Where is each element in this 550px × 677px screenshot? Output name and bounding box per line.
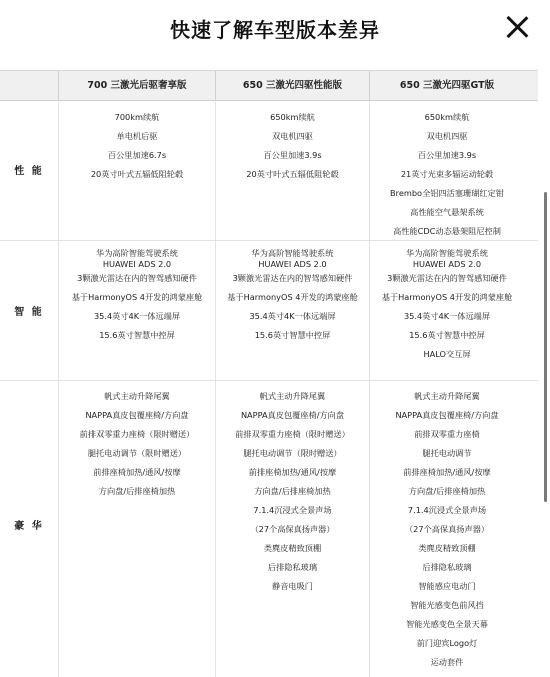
- feature-item: 21英寸光束多辐运动轮毂: [400, 169, 494, 179]
- feature-item: 帆式主动升降尾翼: [259, 391, 326, 401]
- column-700-rwd-luxury: [58, 241, 215, 380]
- feature-item: 运动套件: [430, 657, 464, 667]
- feature-item: 静音电吸门: [272, 581, 313, 591]
- table-header-row: [0, 71, 538, 101]
- feature-item: 后排隐私玻璃: [422, 562, 472, 572]
- header-700-rwd-luxury: 700 三激光后驱奢享版: [58, 71, 215, 101]
- column-650-awd-performance: [215, 241, 369, 380]
- feature-item: 20英寸叶式五辐低阻轮毂: [90, 169, 184, 179]
- feature-item: 前排座椅加热/通风/按摩: [248, 467, 337, 477]
- section-luxury: [0, 381, 538, 677]
- feature-item: 帆式主动升降尾翼: [104, 391, 170, 401]
- feature-item: 7.1.4沉浸式全景声场: [407, 505, 487, 515]
- feature-item: 腿托电动调节（限时赠送）: [87, 448, 187, 458]
- feature-item: 35.4英寸4K一体远端屏: [403, 311, 491, 321]
- section-intelligence: [0, 241, 538, 381]
- feature-item: 3颗激光雷达在内的智驾感知硬件: [77, 273, 197, 283]
- feature-item: 智能光感变色前风挡: [410, 600, 484, 610]
- feature-item: 650km续航: [270, 112, 315, 122]
- feature-item: 基于HarmonyOS 4开发的鸿蒙座舱: [227, 292, 358, 302]
- feature-item: 百公里加速3.9s: [417, 150, 477, 160]
- feature-item: 前排双零重力座椅（限时赠送）: [235, 429, 350, 439]
- feature-item: 类麂皮精致顶棚: [263, 543, 322, 553]
- feature-item: 前排双零重力座椅（限时赠送）: [79, 429, 195, 439]
- feature-item: 前排双零重力座椅: [414, 429, 480, 439]
- column-700-rwd-luxury: [58, 381, 215, 677]
- feature-item: NAPPA真皮包覆座椅/方向盘: [240, 410, 345, 420]
- column-650-awd-gt: [369, 241, 524, 380]
- feature-item: 智能光感变色全景天幕: [406, 619, 488, 629]
- column-650-awd-performance: [215, 102, 369, 240]
- column-700-rwd-luxury: [58, 102, 215, 240]
- column-650-awd-gt: [369, 102, 524, 240]
- feature-item: HALO交互屏: [423, 349, 471, 359]
- feature-item: 后排隐私玻璃: [267, 562, 318, 572]
- feature-item: NAPPA真皮包覆座椅/方向盘: [85, 410, 189, 420]
- feature-item: 方向盘/后排座椅加热: [98, 486, 176, 496]
- feature-item: 前门迎宾Logo灯: [416, 638, 478, 648]
- header-650-awd-gt: 650 三激光四驱GT版: [369, 71, 524, 101]
- feature-item: 智能感应电动门: [418, 581, 476, 591]
- feature-item: 20英寸叶式五辐低阻轮毂: [246, 169, 339, 179]
- feature-item: 15.6英寸智慧中控屏: [99, 330, 175, 340]
- feature-item: 双电机四驱: [426, 131, 468, 141]
- feature-item: 类麂皮精致顶棚: [418, 543, 476, 553]
- section-label: 智 能: [14, 307, 44, 318]
- feature-item: （27个高保真扬声器）: [250, 524, 335, 534]
- feature-item: 基于HarmonyOS 4开发的鸿蒙座舱: [381, 292, 513, 302]
- close-icon[interactable]: [504, 14, 530, 40]
- feature-item: 15.6英寸智慧中控屏: [409, 330, 485, 340]
- feature-item: 前排座椅加热/通风/按摩: [93, 467, 181, 477]
- feature-item: 高性能空气悬架系统: [410, 207, 484, 217]
- feature-item: 方向盘/后排座椅加热: [408, 486, 486, 496]
- feature-item: Brembo全铝四活塞珊瑚红定钳: [390, 188, 504, 198]
- feature-item: 15.6英寸智慧中控屏: [254, 330, 331, 340]
- scrollbar-thumb[interactable]: [544, 192, 547, 502]
- section-performance: [0, 102, 538, 241]
- feature-item: 百公里加速3.9s: [263, 150, 322, 160]
- feature-item: 35.4英寸4K一体远端屏: [249, 311, 336, 321]
- feature-item: 腿托电动调节（限时赠送）: [243, 448, 342, 458]
- section-label: 性 能: [14, 166, 44, 177]
- feature-item: NAPPA真皮包覆座椅/方向盘: [395, 410, 499, 420]
- feature-item: 华为高阶智能驾驶系统 HUAWEI ADS 2.0: [406, 248, 488, 269]
- header-650-awd-performance: 650 三激光四驱性能版: [215, 71, 369, 101]
- feature-item: 3颗激光雷达在内的智驾感知硬件: [232, 273, 353, 283]
- dialog-title: 快速了解车型版本差异: [170, 18, 380, 42]
- feature-item: 700km续航: [114, 112, 160, 122]
- feature-item: 双电机四驱: [272, 131, 313, 141]
- column-650-awd-performance: [215, 381, 369, 677]
- column-650-awd-gt: [369, 381, 524, 677]
- feature-item: 650km续航: [424, 112, 470, 122]
- feature-item: 基于HarmonyOS 4开发的鸿蒙座舱: [71, 292, 203, 302]
- feature-item: 帆式主动升降尾翼: [414, 391, 480, 401]
- feature-item: 单电机后驱: [116, 131, 158, 141]
- feature-item: （27个高保真扬声器）: [404, 524, 490, 534]
- section-label: 豪 华: [14, 521, 44, 532]
- feature-item: 高性能CDC动态悬架阻尼控制: [393, 226, 501, 236]
- feature-item: 腿托电动调节: [422, 448, 472, 458]
- feature-item: 3颗激光雷达在内的智驾感知硬件: [387, 273, 507, 283]
- feature-item: 35.4英寸4K一体远端屏: [93, 311, 181, 321]
- feature-item: 前排座椅加热/通风/按摩: [403, 467, 491, 477]
- feature-item: 华为高阶智能驾驶系统 HUAWEI ADS 2.0: [251, 248, 334, 269]
- feature-item: 7.1.4沉浸式全景声场: [253, 505, 332, 515]
- feature-item: 方向盘/后排座椅加热: [254, 486, 331, 496]
- feature-item: 百公里加速6.7s: [107, 150, 167, 160]
- feature-item: 华为高阶智能驾驶系统 HUAWEI ADS 2.0: [96, 248, 178, 269]
- comparison-table: [0, 70, 538, 677]
